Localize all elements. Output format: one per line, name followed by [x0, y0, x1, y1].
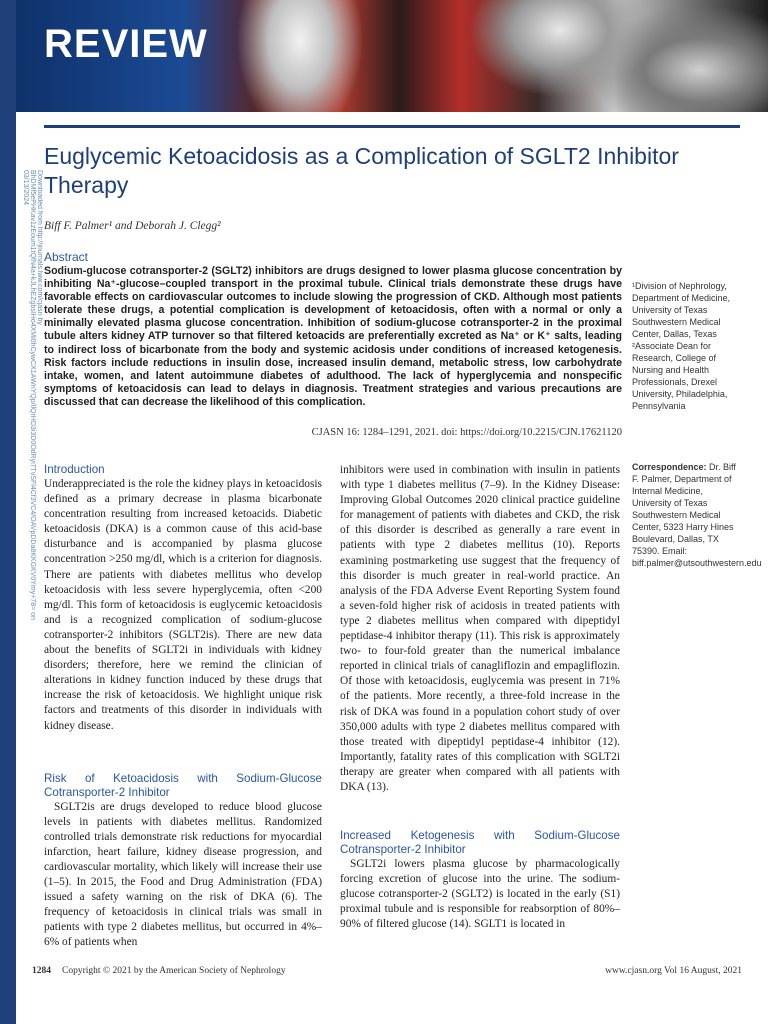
article-authors: Biff F. Palmer¹ and Deborah J. Clegg² — [44, 220, 221, 232]
body-column-right — [340, 463, 620, 933]
review-banner — [0, 0, 768, 112]
copyright: Copyright © 2021 by the American Society of Nephrology — [62, 966, 286, 976]
citation-line: CJASN 16: 1284–1291, 2021. doi: https://doi.org/10.2215/CJN.17621120 — [311, 427, 622, 438]
section-spacer — [340, 795, 620, 829]
affiliations — [632, 280, 742, 412]
article-title: Euglycemic Ketoacidosis as a Complication of SGLT2 Inhibitor Therapy — [44, 143, 679, 198]
correspondence-label: Correspondence: — [632, 462, 707, 472]
paragraph-risk: SGLT2is are drugs developed to reduce blood glucose levels in patients with diabetes mellitus. Randomized controlled trials demonstrate risk reductions for myocardial infarction, heart failure, kidney disease progression, and cardiovascular mortality, which likely will increase their use (1–5). In 2015, the Food and Drug Administration (FDA) issued a safety warning on the risk of DKA (6). The frequency of ketoacidosis in clinical trials was small in patients with type 2 diabetes mellitus, but occurred in 4%–6% of patients when — [44, 800, 322, 949]
page-number: 1284 — [32, 966, 51, 976]
section-spacer — [44, 734, 322, 772]
review-label: REVIEW — [44, 22, 208, 66]
affiliation-1: ¹Division of Nephrology, Department of Medicine, University of Texas Southwestern Medical Center, Dallas, Texas — [632, 281, 731, 339]
correspondence — [632, 461, 762, 569]
abstract-text: Sodium-glucose cotransporter-2 (SGLT2) inhibitors are drugs designed to lower plasma glucose concentration by inhibiting Na⁺-glucose–coupled transport in the proximal tubule. Clinical trials demonstrate these drugs have favorable effects on cardiovascular outcomes to include slowing the progression of CKD. Although most patients tolerate these drugs, a potential complication is development of ketoacidosis, often with a normal or only a minimally elevated plasma glucose concentration. Inhibition of sodium-glucose cotransporter-2 in the proximal tubule alters kidney ATP turnover so that filtered ketoacids are preferentially excreted as Na⁺ or K⁺ salts, leading to indirect loss of bicarbonate from the body and systemic acidosis under conditions of increased ketogenesis. Risk factors include reductions in insulin dose, increased insulin demand, metabolic stress, low carbohydrate intake, women, and latent autoimmune diabetes of adulthood. The lack of hyperglycemia and nonspecific symptoms of ketoacidosis can lead to delays in diagnosis. Treatment strategies and various precautions are discussed that can decrease the likelihood of this complication. — [44, 265, 622, 408]
paragraph-risk-continued: inhibitors were used in combination with insulin in patients with type 1 diabetes mellitus (7–9). In the Kidney Disease: Improving Global Outcomes 2020 clinical practice guideline for management of patients with diabetes and CKD, the risk of this disorder is described as generally a rare event in patients with type 2 diabetes mellitus (10). Reports examining postmarketing use suggest that the frequency of this disorder is much greater in real-world practice. An analysis of the FDA Adverse Event Reporting System found a seven-fold higher risk of acidosis in treated patients with type 2 diabetes mellitus when compared with dipeptidyl peptidase-4 inhibitor therapy (11). This risk is approximately two- to four-fold greater than the numerical imbalance reported in clinical trials of canagliflozin and empagliflozin. Of those with ketoacidosis, euglycemia was present in 71% of the patients. More recently, a three-fold increase in the risk of DKA was found in a population cohort study of over 350,000 adults with type 2 diabetes mellitus compared with those treated with dipeptidyl peptidase-4 inhibitor (12). Importantly, fatality rates of this complication with SGLT2i therapy are greater when compared with all patients with DKA (13). — [340, 464, 620, 793]
side-color-strip — [0, 0, 16, 1024]
title-rule — [44, 125, 740, 128]
affiliation-2: ²Associate Dean for Research, College of Nursing and Health Professionals, Drexel University, Philadelphia, Pennsylvania — [632, 341, 728, 411]
section-heading-risk: Risk of Ketoacidosis with Sodium-Glucose Cotransporter-2 Inhibitor — [44, 771, 322, 799]
journal-site: www.cjasn.org Vol 16 August, 2021 — [605, 966, 742, 976]
paragraph-ketogenesis: SGLT2i lowers plasma glucose by pharmacologically forcing excretion of glucose into the urine. The sodium-glucose cotransporter-2 (SGLT2) is located in the early (S1) proximal tubule and is responsible for reabsorption of 80%–90% of filtered glucose (14). SGLT1 is located in — [340, 858, 620, 931]
paragraph-intro: Underappreciated is the role the kidney plays in ketoacidosis defined as a primary decrease in plasma bicarbonate concentration resulting from increased ketoacids. Diabetic ketoacidosis (DKA) is a common cause of this acid-base disturbance and is accompanied by plasma glucose concentration >250 mg/dl, which is a criterion for diagnosis. There are patients with diabetes mellitus who develop ketoacidosis with less severe hyperglycemia, often <200 mg/dl. This form of ketoacidosis is euglycemic ketoacidosis and is a recognized complication of sodium-glucose cotransporter-2 inhibitors (SGLT2is). There are new data about the benefits of SGLT2i in individuals with kidney disorders; therefore, here we remind the clinician of alterations in kidney function induced by these drugs that increase the risk of ketoacidosis. We highlight unique risk factors and treatments of this disorder in individuals with kidney disease. — [44, 478, 322, 732]
section-heading-ketogenesis: Increased Ketogenesis with Sodium-Glucose Cotransporter-2 Inhibitor — [340, 829, 620, 857]
download-note: Downloaded from http://journals.lww.com/cjasn by BhDMf5ePHKav1zEoum1tQfN4a+kJLhEZgbsIHo4XMi0hCywCX1AWnYQp/IlQrHD3i3D0OdRyi7TvSFl4Cf3VC4/OAVpDDa8KKGKV0Ymy+78= on 03/13/2024 — [22, 170, 43, 620]
body-column-left — [44, 463, 322, 951]
abstract-heading: Abstract — [44, 250, 89, 264]
section-heading-introduction: Introduction — [44, 463, 105, 476]
correspondence-text: Dr. Biff F. Palmer, Department of Internal Medicine, University of Texas Southwestern Medical Center, 5323 Harry Hines Boulevard, Dallas, TX 75390. Email: biff.palmer@utsouthwestern.edu — [632, 462, 762, 568]
